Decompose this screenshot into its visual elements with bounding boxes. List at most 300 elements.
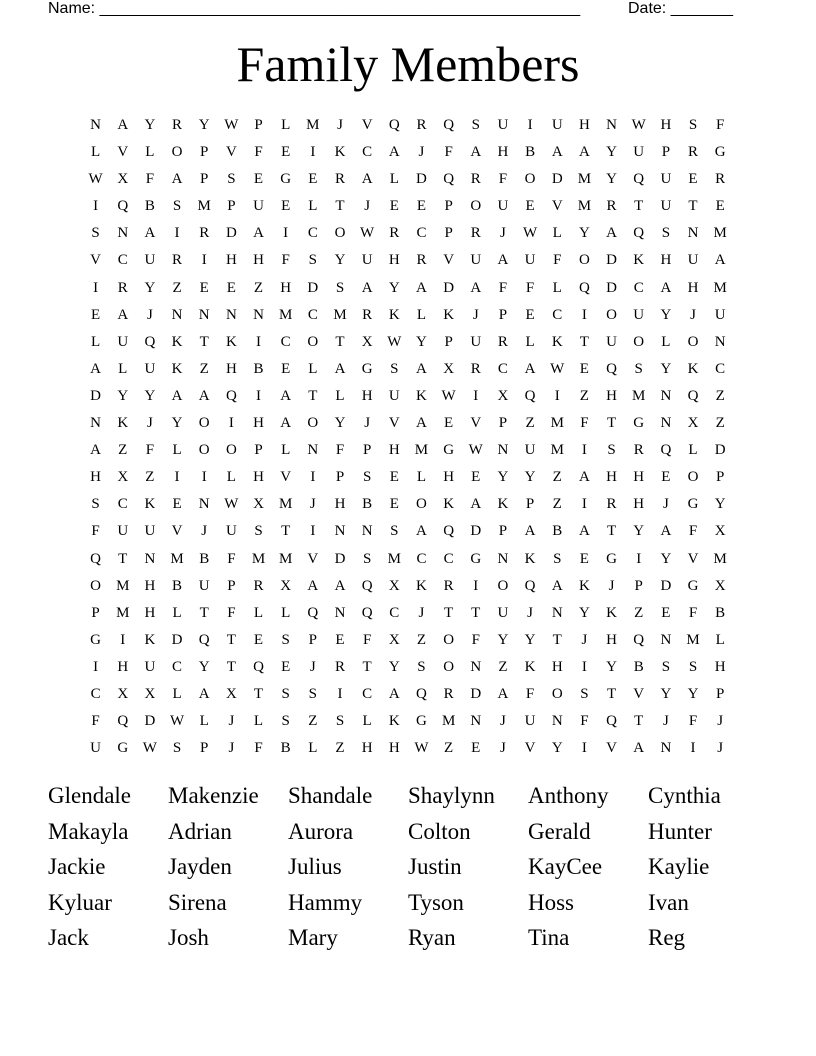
grid-cell: P: [716, 469, 725, 486]
grid-cell: Q: [90, 550, 101, 567]
grid-cell: L: [525, 333, 535, 350]
grid-cell: Q: [524, 387, 536, 404]
grid-cell: F: [145, 171, 155, 188]
grid-cell: D: [551, 171, 563, 188]
grid-cell: B: [199, 550, 210, 567]
grid-cell: Y: [578, 225, 590, 242]
grid-cell: A: [334, 360, 346, 377]
grid-cell: V: [388, 415, 400, 432]
grid-cell: R: [688, 144, 699, 161]
grid-cell: K: [171, 360, 183, 377]
grid-cell: L: [226, 469, 236, 486]
word-list-item: Shandale: [288, 783, 373, 808]
grid-cell: Q: [687, 387, 699, 404]
grid-cell: Q: [443, 523, 455, 540]
grid-row: [82, 356, 734, 383]
grid-cell: L: [90, 144, 101, 161]
grid-cell: A: [551, 577, 563, 594]
grid-cell: W: [224, 496, 239, 513]
grid-cell: J: [146, 306, 153, 323]
grid-cell: G: [687, 577, 699, 594]
grid-cell: E: [688, 171, 698, 188]
grid-cell: Y: [144, 279, 156, 296]
word-list-item: Jack: [48, 925, 89, 951]
grid-cell: X: [117, 171, 129, 188]
grid-cell: J: [309, 658, 316, 675]
grid-cell: K: [416, 387, 427, 404]
grid-cell: K: [225, 333, 237, 350]
grid-cell: N: [551, 713, 563, 730]
grid-cell: C: [307, 306, 318, 323]
grid-cell: W: [169, 713, 185, 730]
grid-cell: N: [470, 713, 482, 730]
grid-cell: J: [418, 604, 425, 621]
grid-cell: P: [227, 198, 236, 215]
grid-cell: J: [201, 523, 208, 540]
grid-cell: L: [145, 144, 155, 161]
grid-cell: A: [117, 117, 129, 133]
grid-cell: D: [171, 631, 183, 648]
grid-cell: I: [201, 252, 207, 269]
grid-cell: K: [443, 496, 455, 513]
grid-cell: H: [144, 604, 156, 621]
grid-cell: Q: [198, 631, 210, 648]
date-field[interactable]: Date: _______: [628, 0, 733, 17]
grid-cell: K: [144, 496, 156, 513]
grid-cell: L: [281, 117, 291, 133]
grid-cell: Y: [171, 415, 183, 432]
grid-cell: J: [662, 496, 669, 513]
grid-cell: D: [606, 252, 617, 269]
grid-cell: U: [551, 117, 563, 133]
grid-cell: Y: [416, 333, 427, 350]
grid-cell: H: [361, 387, 373, 404]
grid-cell: H: [714, 658, 726, 675]
grid-cell: M: [550, 442, 564, 459]
word-list-item: Kyluar: [48, 889, 112, 915]
grid-cell: A: [578, 523, 590, 540]
grid-cell: Y: [660, 360, 672, 377]
grid-cell: F: [553, 252, 562, 269]
grid-cell: A: [524, 523, 536, 540]
grid-cell: C: [497, 360, 508, 377]
grid-cell: C: [90, 685, 101, 702]
grid-cell: Y: [198, 117, 210, 133]
grid-cell: Q: [416, 685, 427, 702]
grid-cell: U: [253, 198, 264, 215]
grid-cell: T: [688, 198, 698, 215]
grid-cell: H: [660, 117, 672, 133]
grid-cell: B: [525, 144, 536, 161]
grid-cell: S: [362, 469, 372, 486]
word-list-item: Kaylie: [648, 854, 710, 880]
grid-cell: T: [606, 415, 617, 432]
grid-cell: I: [581, 306, 587, 323]
grid-cell: F: [444, 144, 453, 161]
grid-cell: Y: [660, 550, 672, 567]
grid-cell: F: [91, 713, 100, 730]
grid-cell: H: [687, 279, 699, 296]
grid-cell: E: [471, 469, 481, 486]
grid-cell: V: [551, 198, 563, 215]
grid-row: [82, 600, 734, 627]
grid-cell: B: [280, 740, 291, 757]
grid-cell: O: [225, 442, 237, 459]
grid-cell: N: [660, 387, 672, 404]
grid-cell: V: [524, 740, 536, 757]
grid-cell: R: [416, 117, 427, 133]
grid-cell: S: [281, 685, 290, 702]
grid-cell: L: [90, 333, 101, 350]
grid-cell: F: [688, 713, 698, 730]
grid-cell: D: [416, 171, 427, 188]
grid-cell: O: [416, 496, 427, 513]
grid-cell: A: [117, 306, 129, 323]
grid-cell: Z: [715, 387, 725, 404]
grid-cell: Y: [660, 306, 672, 323]
grid-cell: X: [253, 496, 264, 513]
grid-cell: J: [500, 225, 506, 242]
grid-cell: K: [497, 496, 509, 513]
grid-row: [82, 518, 734, 545]
grid-cell: H: [606, 387, 617, 404]
grid-cell: A: [578, 469, 590, 486]
grid-cell: V: [470, 415, 482, 432]
grid-cell: U: [144, 658, 156, 675]
grid-cell: N: [497, 442, 509, 459]
grid-cell: U: [497, 198, 509, 215]
grid-cell: J: [472, 306, 479, 323]
grid-cell: T: [335, 198, 345, 215]
grid-cell: I: [581, 442, 587, 459]
grid-cell: N: [90, 415, 101, 432]
grid-row: [82, 112, 734, 139]
grid-cell: Z: [552, 496, 562, 513]
grid-cell: G: [443, 442, 455, 459]
grid-cell: Y: [388, 658, 400, 675]
grid-cell: U: [144, 252, 156, 269]
grid-cell: O: [687, 469, 699, 486]
grid-cell: I: [256, 333, 262, 350]
grid-row: [82, 437, 734, 464]
grid-cell: P: [227, 577, 236, 594]
grid-cell: T: [606, 523, 617, 540]
grid-cell: R: [334, 658, 345, 675]
grid-row: [82, 410, 734, 437]
grid-cell: H: [280, 279, 292, 296]
grid-cell: S: [281, 713, 290, 730]
word-list-item: Tyson: [408, 889, 464, 915]
grid-cell: Q: [606, 360, 617, 377]
grid-cell: P: [254, 117, 263, 133]
grid-cell: Q: [660, 442, 672, 459]
grid-cell: S: [335, 713, 345, 730]
grid-cell: W: [414, 740, 429, 757]
grid-cell: K: [551, 333, 563, 350]
grid-cell: M: [577, 171, 592, 188]
grid-cell: T: [253, 685, 264, 702]
grid-cell: Z: [715, 415, 725, 432]
grid-cell: I: [337, 685, 343, 702]
grid-cell: J: [228, 740, 235, 757]
grid-cell: D: [470, 685, 482, 702]
grid-cell: R: [470, 225, 481, 242]
grid-cell: E: [715, 198, 725, 215]
grid-cell: Q: [388, 117, 400, 133]
grid-row: [82, 247, 734, 274]
grid-cell: Y: [497, 469, 509, 486]
grid-cell: U: [144, 523, 156, 540]
name-field[interactable]: Name: ______________________________________________________: [48, 0, 581, 17]
grid-cell: P: [91, 604, 100, 621]
grid-cell: Z: [199, 360, 209, 377]
grid-cell: C: [633, 279, 644, 296]
grid-cell: V: [90, 252, 101, 269]
grid-cell: N: [551, 604, 563, 621]
grid-cell: N: [198, 496, 210, 513]
grid-cell: Z: [172, 279, 182, 296]
grid-cell: M: [713, 550, 727, 567]
grid-cell: F: [335, 442, 345, 459]
grid-cell: W: [631, 117, 646, 133]
grid-cell: I: [174, 469, 180, 486]
grid-cell: Q: [117, 713, 129, 730]
grid-cell: H: [660, 252, 672, 269]
grid-cell: J: [500, 740, 506, 757]
grid-cell: A: [307, 577, 319, 594]
grid-cell: F: [525, 279, 535, 296]
grid-cell: S: [254, 523, 263, 540]
grid-cell: W: [468, 442, 483, 459]
grid-cell: P: [661, 144, 671, 161]
grid-cell: E: [199, 279, 209, 296]
grid-cell: F: [688, 604, 698, 621]
grid-cell: M: [279, 496, 293, 513]
grid-cell: E: [579, 360, 589, 377]
grid-cell: S: [688, 658, 698, 675]
grid-cell: J: [608, 577, 615, 594]
word-list-item: Jackie: [48, 854, 106, 880]
grid-cell: A: [280, 415, 292, 432]
grid-cell: S: [471, 117, 480, 133]
grid-cell: H: [225, 252, 237, 269]
grid-cell: C: [552, 306, 563, 323]
word-list-item: Ryan: [408, 925, 456, 951]
grid-cell: I: [120, 631, 126, 648]
grid-cell: U: [497, 604, 509, 621]
grid-cell: G: [416, 713, 427, 730]
grid-cell: E: [661, 469, 671, 486]
grid-cell: Q: [361, 604, 373, 621]
grid-cell: R: [199, 225, 210, 242]
word-list-item: Justin: [408, 854, 462, 880]
grid-cell: J: [662, 713, 669, 730]
grid-cell: I: [310, 469, 316, 486]
grid-row: [82, 627, 734, 654]
grid-cell: T: [444, 604, 454, 621]
grid-cell: E: [416, 198, 427, 215]
word-list-item: Adrian: [168, 818, 232, 844]
grid-cell: Y: [144, 117, 156, 133]
grid-cell: L: [308, 198, 318, 215]
grid-cell: R: [633, 442, 644, 459]
grid-cell: F: [254, 144, 263, 161]
grid-cell: O: [334, 225, 346, 242]
grid-cell: P: [498, 415, 508, 432]
grid-cell: O: [171, 144, 183, 161]
grid-cell: Z: [579, 387, 589, 404]
grid-cell: S: [308, 252, 317, 269]
grid-cell: D: [443, 279, 455, 296]
grid-cell: Y: [660, 685, 672, 702]
grid-cell: K: [578, 577, 590, 594]
grid-cell: X: [117, 685, 129, 702]
grid-cell: Q: [117, 198, 129, 215]
grid-cell: L: [172, 442, 182, 459]
grid-cell: N: [334, 604, 346, 621]
grid-cell: A: [171, 171, 183, 188]
grid-cell: M: [116, 577, 130, 594]
grid-cell: W: [224, 117, 239, 133]
grid-cell: S: [172, 740, 182, 757]
grid-cell: K: [687, 360, 699, 377]
grid-cell: S: [661, 225, 671, 242]
grid-cell: Q: [578, 279, 590, 296]
grid-cell: E: [335, 631, 345, 648]
grid-cell: U: [660, 171, 672, 188]
grid-cell: T: [362, 658, 372, 675]
grid-cell: U: [470, 333, 482, 350]
grid-cell: T: [118, 550, 128, 567]
grid-cell: C: [362, 685, 373, 702]
grid-cell: N: [307, 442, 319, 459]
grid-cell: O: [307, 333, 319, 350]
grid-cell: S: [390, 523, 399, 540]
grid-cell: V: [687, 550, 699, 567]
grid-cell: R: [606, 198, 617, 215]
grid-cell: E: [281, 360, 291, 377]
grid-cell: A: [524, 360, 536, 377]
grid-cell: Y: [524, 469, 536, 486]
grid-cell: I: [93, 198, 99, 215]
grid-cell: M: [686, 631, 700, 648]
grid-cell: U: [225, 523, 237, 540]
grid-cell: B: [172, 577, 183, 594]
grid-cell: M: [306, 117, 320, 133]
grid-cell: F: [498, 171, 508, 188]
grid-cell: M: [713, 225, 727, 242]
grid-cell: H: [443, 469, 455, 486]
grid-cell: C: [416, 225, 427, 242]
grid-cell: C: [389, 604, 400, 621]
grid-cell: A: [660, 279, 672, 296]
grid-cell: H: [388, 740, 400, 757]
grid-cell: A: [253, 225, 264, 242]
grid-cell: Z: [308, 713, 318, 730]
grid-cell: P: [444, 198, 453, 215]
grid-cell: H: [253, 252, 264, 269]
grid-cell: M: [279, 550, 293, 567]
grid-cell: I: [174, 225, 180, 242]
grid-row: [82, 275, 734, 302]
grid-cell: J: [146, 415, 153, 432]
grid-cell: C: [416, 550, 427, 567]
grid-cell: N: [90, 117, 101, 133]
grid-cell: S: [227, 171, 236, 188]
grid-cell: U: [714, 306, 726, 323]
grid-cell: E: [253, 631, 264, 648]
grid-cell: Y: [687, 685, 699, 702]
grid-cell: V: [606, 740, 617, 757]
grid-cell: D: [470, 523, 482, 540]
grid-cell: O: [443, 658, 455, 675]
grid-cell: R: [172, 117, 183, 133]
word-list-item: Sirena: [168, 889, 227, 915]
word-list-item: Aurora: [288, 818, 354, 844]
word-list-item: Hoss: [528, 889, 575, 915]
grid-cell: A: [361, 171, 373, 188]
grid-cell: L: [661, 333, 671, 350]
grid-cell: E: [471, 740, 481, 757]
grid-cell: U: [633, 306, 645, 323]
grid-row: [82, 681, 734, 708]
grid-cell: L: [308, 360, 318, 377]
grid-cell: B: [552, 523, 563, 540]
grid-cell: C: [362, 144, 373, 161]
word-list-item: Josh: [168, 925, 209, 951]
grid-cell: R: [470, 171, 481, 188]
grid-cell: O: [524, 171, 536, 188]
grid-cell: I: [93, 279, 99, 296]
grid-cell: Q: [633, 631, 645, 648]
grid-cell: E: [172, 496, 182, 513]
grid-row: [82, 546, 734, 573]
grid-cell: V: [171, 523, 183, 540]
grid-cell: D: [144, 713, 156, 730]
grid-cell: L: [335, 387, 345, 404]
grid-cell: K: [334, 144, 346, 161]
grid-cell: O: [633, 333, 645, 350]
grid-cell: U: [144, 360, 156, 377]
grid-cell: P: [362, 442, 372, 459]
grid-cell: A: [578, 144, 590, 161]
grid-cell: D: [307, 279, 319, 296]
grid-cell: G: [280, 171, 292, 188]
grid-cell: H: [388, 442, 400, 459]
grid-cell: T: [281, 523, 291, 540]
grid-cell: Y: [606, 144, 617, 161]
grid-cell: C: [715, 360, 726, 377]
grid-cell: Q: [633, 171, 645, 188]
grid-cell: L: [281, 604, 291, 621]
grid-cell: I: [310, 144, 316, 161]
grid-cell: K: [633, 252, 645, 269]
grid-cell: V: [280, 469, 292, 486]
grid-cell: Z: [253, 279, 264, 296]
grid-cell: G: [633, 415, 645, 432]
grid-cell: R: [497, 333, 508, 350]
grid-cell: H: [90, 469, 101, 486]
grid-cell: T: [226, 658, 236, 675]
word-list-item: Hammy: [288, 889, 363, 915]
grid-cell: S: [688, 117, 698, 133]
word-list-item: Mary: [288, 925, 338, 951]
grid-cell: M: [251, 550, 266, 567]
grid-cell: P: [498, 306, 508, 323]
grid-cell: K: [606, 604, 617, 621]
grid-cell: I: [581, 496, 587, 513]
grid-cell: B: [362, 496, 373, 513]
